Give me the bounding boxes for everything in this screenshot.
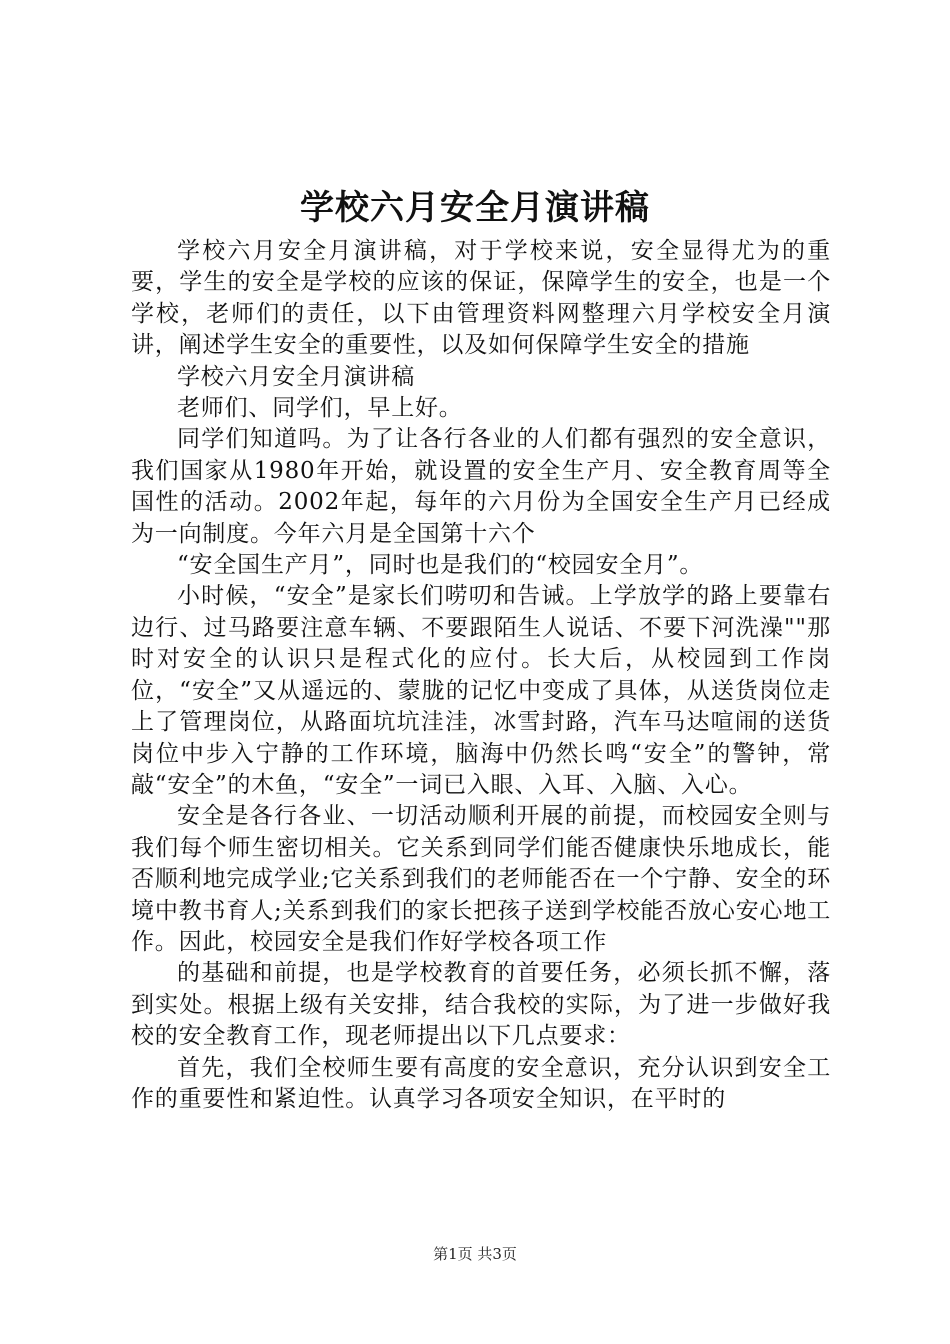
paragraph-first: 首先，我们全校师生要有高度的安全意识，充分认识到安全工作的重要性和紧迫性。认真学习各项安全知识，在平时的 — [131, 1054, 831, 1112]
paragraph-heading: 学校六月安全月演讲稿 — [177, 363, 415, 390]
paragraph-childhood: 小时候，“安全”是家长们唠叨和告诫。上学放学的路上要靠右边行、过马路要注意车辆、不要跟陌生人说话、不要下河洗澡""那时对安全的认识只是程式化的应付。长大后，从校园到工作岗位，“安全”又从遥远的、蒙胧的记忆中变成了具体，从送货岗位走上了管理岗位，从路面坑坑洼洼，冰雪封路，汽车马达喧闹的送货岗位中步入宁静的工作环境，脑海中仍然长鸣“安全”的警钟，常敲“安全”的木鱼，“安全”一词已入眼、入耳、入脑、入心。 — [131, 583, 831, 798]
page-footer: 第1页 共3页 — [433, 1245, 517, 1263]
paragraph-premise: 安全是各行各业、一切活动顺利开展的前提，而校园安全则与我们每个师生密切相关。它关系到同学们能否健康快乐地成长，能否顺利地完成学业;它关系到我们的老师能否在一个宁静、安全的环境中教书育人;关系到我们的家长把孩子送到学校能否放心安心地工作。因此，校园安全是我们作好学校各项工作 — [131, 803, 831, 955]
paragraph-foundation: 的基础和前提，也是学校教育的首要任务，必须长抓不懈，落到实处。根据上级有关安排，结合我校的实际，为了进一步做好我校的安全教育工作，现老师提出以下几点要求： — [131, 960, 831, 1050]
paragraph-greeting: 老师们、同学们，早上好。 — [177, 395, 463, 422]
document-title: 学校六月安全月演讲稿 — [300, 188, 650, 228]
paragraph-campus-safety-month: “安全国生产月”，同时也是我们的“校园安全月”。 — [177, 552, 704, 579]
paragraph-safety-month: 同学们知道吗。为了让各行各业的人们都有强烈的安全意识，我们国家从1980年开始，就设置的安全生产月、安全教育周等全国性的活动。2002年起，每年的六月份为全国安全生产月已经成为一向制度。今年六月是全国第十六个 — [131, 426, 831, 547]
document-body — [131, 236, 831, 1115]
paragraph-intro: 学校六月安全月演讲稿，对于学校来说，安全显得尤为的重要，学生的安全是学校的应该的保证，保障学生的安全，也是一个学校，老师们的责任，以下由管理资料网整理六月学校安全月演讲，阐述学生安全的重要性，以及如何保障学生安全的措施 — [131, 238, 831, 359]
